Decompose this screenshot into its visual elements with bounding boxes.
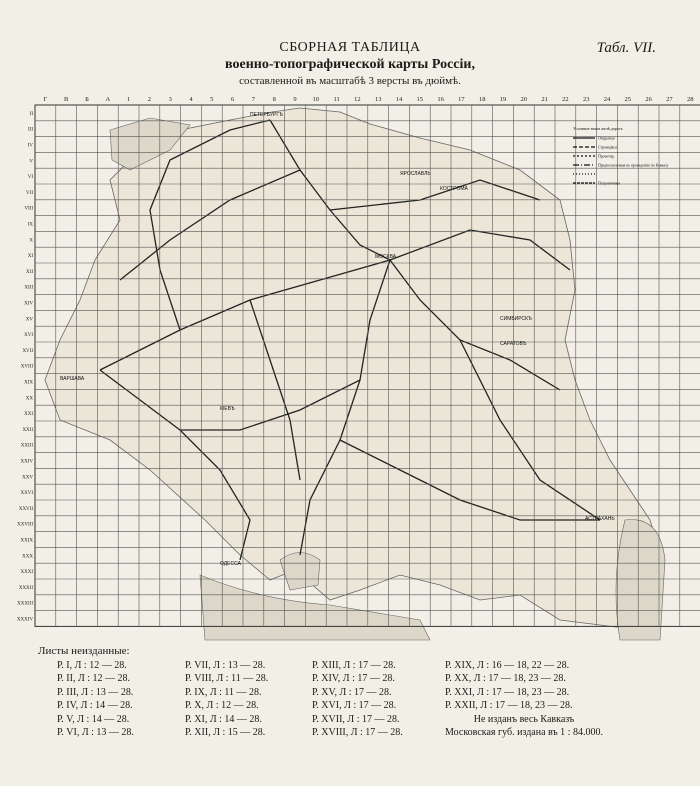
column-label: А (105, 96, 111, 103)
unpublished-entry: Р. XX, Л : 17 — 18, 23 — 28. (445, 673, 566, 685)
column-label: 23 (582, 96, 590, 103)
column-label: 11 (333, 96, 340, 103)
row-label: XIII (24, 285, 33, 291)
place-label: КОСТРОМА (440, 186, 468, 192)
column-label: 24 (603, 96, 611, 103)
unpublished-col-4 (445, 659, 603, 739)
place-label: САРАТОВЪ (500, 341, 527, 347)
unpublished-entry: Р. XII, Л : 15 — 28. (185, 726, 266, 738)
unpublished-entry: Р. IV, Л : 14 — 28. (57, 700, 133, 712)
unpublished-entry: Р. XIII, Л : 17 — 28. (312, 660, 396, 671)
unpublished-heading: Листы неизданные: (38, 645, 130, 657)
column-label: 10 (312, 96, 320, 103)
row-label: XVIII (20, 364, 33, 370)
row-label: XXX (22, 554, 33, 560)
caucasus-note: Не изданъ весь Кавказъ (473, 713, 575, 725)
column-label: 5 (210, 96, 214, 103)
row-label: XXV (22, 475, 33, 481)
column-label: 20 (520, 96, 528, 103)
row-label: XIX (24, 380, 33, 386)
legend-label: Открытыя (598, 136, 615, 141)
column-label: 8 (272, 96, 276, 103)
row-label: XXVI (20, 491, 33, 497)
row-label: XXIV (20, 459, 33, 465)
unpublished-entry: Р. XVIII, Л : 17 — 28. (312, 726, 403, 738)
column-label: 4 (189, 96, 193, 103)
column-label: 15 (416, 96, 424, 103)
legend-label: Пограничныя (598, 181, 621, 186)
unpublished-entry: Р. XXI, Л : 17 — 18, 23 — 28. (445, 686, 570, 698)
map-scale-note: составленной въ масштабѣ 3 версты въ дюймѣ. (239, 75, 461, 87)
unpublished-entry: Р. III, Л : 13 — 28. (57, 686, 134, 698)
map-title: СБОРНАЯ ТАБЛИЦА (279, 40, 421, 55)
unpublished-entry: Р. IX, Л : 11 — 28. (185, 686, 262, 698)
row-label: VIII (24, 206, 33, 212)
row-label: XX (25, 396, 33, 402)
unpublished-entry: Р. II, Л : 12 — 28. (57, 673, 131, 685)
column-label: Б (85, 96, 89, 103)
row-label: VII (26, 190, 33, 196)
legend-label: Предполагаемыя къ проведенію по Кавказу (598, 163, 669, 168)
row-label: XIV (24, 301, 33, 307)
legend-label: Проектир. (598, 154, 615, 159)
column-label: 1 (126, 96, 131, 103)
row-label: XII (26, 269, 33, 275)
column-label: 13 (374, 96, 382, 103)
row-label: XXVIII (17, 522, 33, 528)
column-label: 6 (230, 96, 235, 103)
sea-of-azov (280, 553, 320, 591)
column-label: 21 (541, 96, 548, 103)
unpublished-entry: Р. XVI, Л : 17 — 28. (312, 700, 397, 712)
row-label: XXXIV (16, 617, 33, 623)
row-label: V (29, 159, 33, 165)
row-label: III (28, 127, 33, 133)
unpublished-entry: Р. XVII, Л : 17 — 28. (312, 713, 400, 725)
unpublished-entry: Р. XXII, Л : 17 — 18, 23 — 28. (445, 700, 573, 712)
column-label: 27 (666, 96, 673, 103)
place-label: ЯРОСЛАВЛЬ (400, 171, 431, 177)
row-label: XXIX (20, 538, 33, 544)
column-label: 22 (562, 96, 569, 103)
row-labels (17, 112, 33, 623)
row-label: IX (27, 222, 33, 228)
column-labels (44, 96, 694, 103)
row-label: XXXI (20, 570, 33, 576)
moscow-note: Московская губ. издана въ 1 : 84.000. (445, 726, 603, 738)
legend-heading: Условные знаки желѣ.дорогъ (573, 126, 623, 131)
unpublished-entry: Р. XI, Л : 14 — 28. (185, 713, 262, 725)
row-label: XI (27, 254, 33, 260)
place-label: ОДЕССА (220, 561, 241, 567)
land-mass (45, 108, 662, 630)
place-label: АСТРАХАНЬ (585, 516, 615, 522)
unpublished-col-2 (185, 659, 268, 739)
row-label: VI (27, 175, 33, 181)
column-label: 3 (168, 96, 172, 103)
row-label: XXXII (18, 585, 33, 591)
caspian-sea (616, 520, 665, 641)
unpublished-entry: Р. XIV, Л : 17 — 28. (312, 673, 395, 685)
unpublished-entry: Р. VI, Л : 13 — 28. (57, 726, 134, 738)
row-label: XVI (24, 333, 33, 339)
unpublished-entry: Р. XIX, Л : 16 — 18, 22 — 28. (445, 660, 570, 671)
unpublished-entry: Р. VII, Л : 13 — 28. (185, 660, 266, 671)
unpublished-col-3 (312, 659, 403, 739)
column-label: Г (43, 96, 48, 103)
column-label: В (64, 96, 69, 103)
place-label: СИМБИРСКЪ (500, 316, 533, 322)
map-subtitle: военно-топографической карты Россіи, (225, 57, 475, 72)
column-label: 28 (686, 96, 694, 103)
place-label: ПЕТЕРБУРГЪ (250, 112, 283, 118)
column-label: 19 (499, 96, 507, 103)
unpublished-entry: Р. X, Л : 12 — 28. (185, 700, 259, 712)
row-label: XXII (22, 427, 33, 433)
column-label: 12 (354, 96, 361, 103)
column-label: 26 (645, 96, 652, 103)
column-label: 14 (395, 96, 403, 103)
row-label: XXIII (20, 443, 33, 449)
column-label: 17 (458, 96, 465, 103)
row-label: XXXIII (17, 601, 33, 607)
legend-label: Строящіяся (598, 145, 617, 150)
row-label: XXVII (18, 506, 33, 512)
unpublished-entry: Р. V, Л : 14 — 28. (57, 713, 130, 725)
column-label: 7 (251, 96, 256, 103)
column-label: 18 (478, 96, 486, 103)
row-label: IV (27, 143, 33, 149)
place-label: ВАРШАВА (60, 376, 85, 382)
railway-legend (573, 126, 668, 186)
row-label: XV (25, 317, 33, 323)
unpublished-entry: Р. VIII, Л : 11 — 28. (185, 673, 269, 685)
place-label: КІЕВЪ (220, 406, 235, 412)
column-label: 9 (293, 96, 297, 103)
row-label: II (29, 111, 33, 117)
column-label: 16 (437, 96, 444, 103)
place-label: МОСКВА (375, 254, 397, 260)
row-label: XXI (24, 412, 33, 418)
plate-number: Табл. VII. (596, 40, 656, 56)
unpublished-col-1 (57, 659, 134, 739)
column-label: 25 (624, 96, 632, 103)
row-label: X (29, 238, 33, 244)
unpublished-entry: Р. XV, Л : 17 — 28. (312, 686, 392, 698)
column-label: 2 (147, 96, 152, 103)
russia-outline (45, 108, 662, 630)
unpublished-entry: Р. I, Л : 12 — 28. (57, 660, 127, 671)
row-label: XVII (22, 348, 33, 354)
